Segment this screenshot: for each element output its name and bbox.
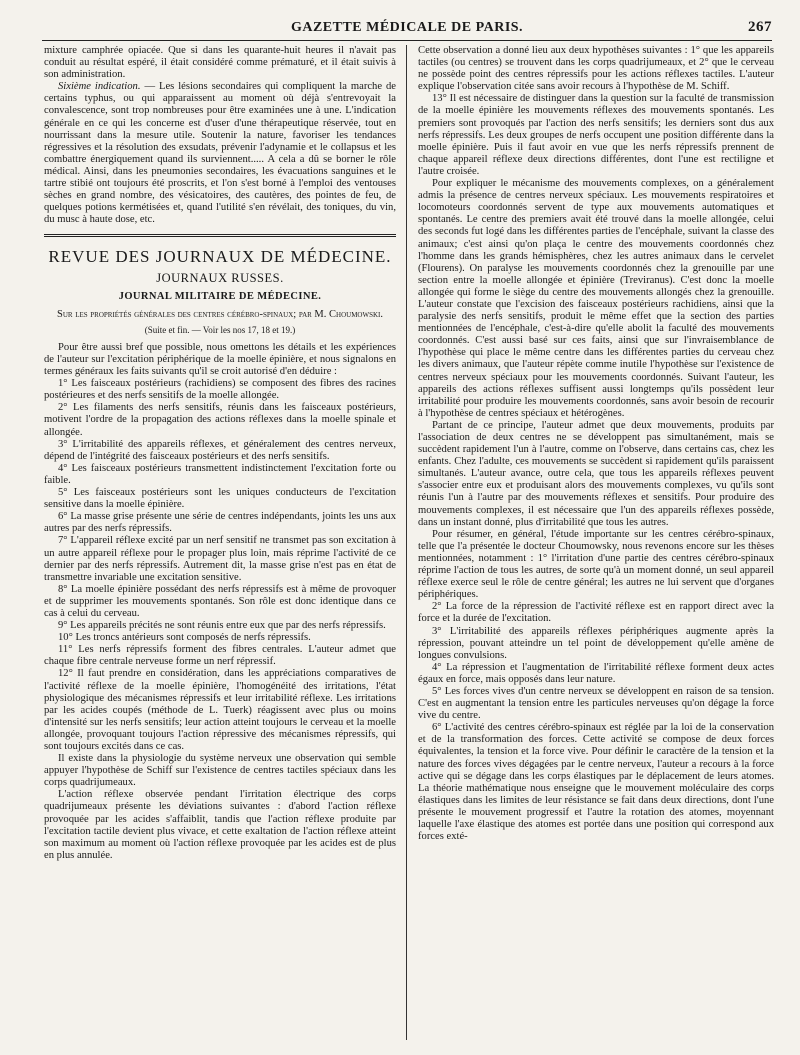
right-column — [418, 45, 774, 1040]
paragraph: 9° Les appareils précités ne sont réunis entre eux que par des nerfs répressifs. — [58, 620, 386, 632]
paragraph: Partant de ce principe, l'auteur admet que deux mouvements, produits par l'association de deux centres ne se développent pas simultanément, mais se succèdent rapidement l'un à l'autre, comme on l'observe, dans certains cas, chez les enfants. Chez l'adulte, ces mouvements se succèdent si rapidement qu'ils paraissent simultanés. L'auteur avance, outre cela, que tous les appareils réflexes peuvent s'associer entre eux et produisant alors des mouvements complexes, vu qu'ils sont réunis l'un à l'autre par des mouvements réflexes et sensitifs. Pour produire des mouvements complexes, il est nécessaire que l'un des appareils réflexes possède, dans un instant donné, plus d'irritabilité que tous les autres. — [418, 419, 774, 528]
paragraph: Pour être aussi bref que possible, nous omettons les détails et les expériences de l'auteur sur l'excitation périphérique de la moelle épinière, et nous signalons en termes généraux les faits suivants qu'il se croit autorisé d'en déduire : — [44, 341, 396, 378]
paragraph-text: mixture camphrée opiacée. Que si dans les quarante-huit heures il n'avait pas conduit au résultat espéré, il était considéré comme prématuré, et il était suivis à son administration. — [44, 45, 396, 81]
paragraph: Il existe dans la physiologie du système nerveux une observation qui semble appuyer l'hypothèse de Schiff sur l'existence de centres tactiles spéciaux dans les corps quadrijumeaux. — [44, 753, 396, 789]
article-body-right — [418, 45, 774, 843]
paragraph-text: — Les lésions secondaires qui compliquent la marche de certains typhus, ou qui apparaissent au moment où déjà s'entrevoyait la convalescence, sont trop nombreuses pour être examinées une à une. L'indication générale en ce qui les concerne est d'user d'une thérapeutique réservée, tout en nourrissant dans la mesure utile. Soutenir la nature, favoriser les tendances régressives et la résolution des exsudats, prévenir l'adynamie et le collapsus et les combattre énergiquement quand ils surviennent..... A cela a dû se borner le rôle médical. Ainsi, dans les pneumonies secondaires, les évacuations sanguines et le tartre stibié ont toujours été proscrits, et l'on s'est borné à l'emploi des ventouses sèches en grand nombre, des vésicatoires, des cautères, des pointes de feu, de quelques potions kermétisées et, quand l'utilité s'en révélait, des toniques, du vin, du musc à haute dose, etc. — [44, 81, 396, 226]
paragraph: 10° Les troncs antérieurs sont composés de nerfs répressifs. — [58, 632, 311, 644]
paragraph: L'action réflexe observée pendant l'irritation électrique des corps quadrijumeaux présente les déviations suivantes : d'abord l'action réflexe provoquée par les acides s'affaiblit, tandis que l'action réflexe produite par l'excitation tactile devient plus vivace, et cette exaltation de l'action réflexe atteint son maximum au moment où l'action réflexe provoquée par les acides est de plus en plus annulée. — [44, 789, 396, 861]
section-separator — [44, 234, 396, 237]
paragraph — [44, 81, 396, 226]
previous-article-end — [44, 45, 396, 226]
article-title: Sur les propriétés générales des centres cérébro-spinaux; par M. Choumowski. — [57, 309, 383, 321]
paragraph: 2° La force de la répression de l'activité réflexe est en rapport direct avec la force et la durée de l'excitation. — [418, 601, 774, 625]
journal-title: JOURNAL MILITAIRE DE MÉDECINE. — [118, 291, 322, 303]
paragraph — [44, 45, 396, 81]
paragraph: 12° Il faut prendre en considération, dans les appréciations comparatives de l'activité réflexe de la moelle épinière, l'homogénéité des irritations, l'état physiologique des mécanismes répressifs et leur irritabilité réflexe. Les irritations par les acides coupés (méthode de L. Tuerk) réagissent avec plus ou moins d'intensité sur les nerfs sensitifs; leur action atteint toujours le cerveau et la moelle allongée, provoquant toujours l'action répressive des mécanismes répressifs, qui sont toujours excités dans ce cas. — [44, 668, 396, 752]
paragraph: 6° L'activité des centres cérébro-spinaux est réglée par la loi de la conservation et de la transformation des forces. Cette activité se compose de deux forces équivalentes, la tension et la force vive. Pour définir le caractère de la tension et la nature des forces vives dégagées par le centre nerveux, l'auteur a recours à la force active qui se dégage dans les corps élastiques par le déplacement de leurs atomes. La théorie mathématique nous enseigne que le mouvement moléculaire des corps élastiques dans les limites de leur résistance se fait dans deux directions, dont l'une présente le mouvement progressif et l'autre la rotation des atomes, moyennant laquelle l'axe élastique des atomes est portée dans une position qui correspond aux forces exté- — [418, 722, 774, 843]
paragraph: 4° Les faisceaux postérieurs transmettent indistinctement l'excitation forte ou faible. — [44, 462, 396, 486]
continuation-note: (Suite et fin. — Voir les nos 17, 18 et 19.) — [144, 324, 296, 335]
paragraph: 5° Les faisceaux postérieurs sont les uniques conducteurs de l'excitation sensitive dans la moelle épinière. — [44, 487, 396, 511]
paragraph: Cette observation a donné lieu aux deux hypothèses suivantes : 1° que les appareils tactiles (ou centres) se trouvent dans les corps quadrijumeaux, et 2° que le cerveau ne possède point des centres répressifs pour les actions réflexes tactiles. L'auteur explique l'observation citée sans avoir recours à l'hypothèse de M. Schiff. — [418, 45, 774, 93]
indication-label: Sixième indication. — [58, 81, 141, 93]
page-header — [42, 18, 772, 41]
paragraph: Pour résumer, en général, l'étude importante sur les centres cérébro-spinaux, telle que l'a présentée le docteur Choumowsky, nous revenons encore sur les thèses mentionnées, notamment : 1° l'irritation d'une partie des centres cérébro-spinaux réprime l'action de tous les autres, de sorte qu'à un moment donné, un seul appareil réflexe exerce seul le rôle de centre général; les autres ne lui servent que d'organes périphériques. — [418, 528, 774, 601]
journal-header-title: GAZETTE MÉDICALE DE PARIS. — [290, 20, 524, 35]
paragraph: 5° Les forces vives d'un centre nerveux se développent en raison de sa tension. C'est en augmentant la tension entre les particules nerveuses qu'on dégage la force vive du centre. — [418, 685, 774, 722]
column-rule — [406, 45, 407, 1040]
paragraph: 4° La répression et l'augmentation de l'irritabilité réflexe forment deux actes égaux en force, mais opposés dans leur nature. — [418, 661, 774, 685]
left-column — [44, 45, 396, 1040]
paragraph: 6° La masse grise présente une série de centres indépendants, joints les uns aux autres par des nerfs répressifs. — [44, 511, 396, 535]
paragraph: 13° Il est nécessaire de distinguer dans la question sur la faculté de transmission de la moelle épinière les mouvements réflexes des mouvements spontanés. Les premiers sont provoqués par l'action des nerfs sensitifs; les derniers sont dus aux nerfs répressifs. Les deux groupes de nerfs occupent une position différente dans la moelle épinière. Puis il faut avoir en vue que les nerfs répressifs prennent de chaque appareil réflexe deux directions différentes, dont l'une est rectiligne et l'autre croisée. — [418, 93, 774, 177]
paragraph: 11° Les nerfs répressifs forment des fibres centrales. L'auteur admet que chaque fibre centrale nerveuse forme un nerf répressif. — [44, 644, 396, 668]
page-number: 267 — [748, 19, 772, 35]
paragraph: 8° La moelle épinière possédant des nerfs répressifs est à même de provoquer et de supprimer les mouvements spontanés. Son rôle est donc identique dans ce cas à celui du cerveau. — [44, 583, 396, 619]
paragraph: 1° Les faisceaux postérieurs (rachidiens) se composent des fibres des racines postérieures et des nerfs sensitifs de la moelle allongée. — [44, 378, 396, 402]
article-body-left — [44, 342, 396, 862]
section-title: JOURNAUX RUSSES. — [156, 271, 284, 286]
paragraph: 3° L'irritabilité des appareils réflexes, et généralement des centres nerveux, dépend de l'intégrité des faisceaux postérieurs et des nerfs sensitifs. — [44, 438, 396, 462]
paragraph: 2° Les filaments des nerfs sensitifs, réunis dans les faisceaux postérieurs, motivent l'ordre de la propagation des actions réflexes dans la moelle spinale et allongée. — [44, 402, 396, 438]
paragraph: 7° L'appareil réflexe excité par un nerf sensitif ne transmet pas son excitation à un autre appareil réflexe pour le propager plus loin, mais réprime l'activité de ce dernier par des nerfs répressifs. Autrement dit, la masse grise n'est pas en état de transmettre invariable une excitation sensitive. — [44, 535, 396, 583]
paragraph: Pour expliquer le mécanisme des mouvements complexes, on a généralement admis la présence de centres nerveux spéciaux. Les mouvements respiratoires et locomoteurs coordonnés servent de type aux mouvements automatiques et spontanés. Le centre des premiers avait été trouvé dans la moelle allongée, celui des seconds fut logé dans les différentes parties de l'encéphale, suivant la classe des animaux; c'est ainsi qu'on plaça le centre des mouvements coordonnés chez l'homme dans les grands hémisphères, chez les autres animaux dans le cervelet (Flourens). On paralyse les mouvements coordonnés chez la grenouille par une section entre la moelle allongée et épinière (Treviranus). C'est donc la moelle allongée qui forme le siège du centre des mouvements allongés chez la grenouille. L'auteur constate que l'excision des faisceaux postérieurs rachidiens, ainsi que la paralysie des nerfs sensitifs, produit le même effet que la section des parties mentionnées de l'encéphale, c'est-à-dire qu'elle abolit la faculté des mouvements coordonnés. C'est aussi basé sur ces faits, ainsi que sur l'invraisemblance de l'hypothèse qui place le même centre dans les différentes parties du cerveau chez les divers animaux, que l'auteur répète comme inutile l'hypothèse sur l'existence de centres nerveux spéciaux pour les mouvements coordonnés. Suivant l'auteur, les appareils des actions réflexes suffisent aussi longtemps qu'ils possèdent leur irritabilité pour produire les mouvements coordonnés, sans avoir besoin de recourir à l'hypothèse de centres spéciaux et hétérogènes. — [418, 178, 774, 419]
revue-title: REVUE DES JOURNAUX DE MÉDECINE. — [48, 247, 392, 267]
paragraph: 3° L'irritabilité des appareils réflexes périphériques augmente après la répression, pouvant atteindre un tel point de développement qu'elle amène de longues convulsions. — [418, 625, 774, 661]
